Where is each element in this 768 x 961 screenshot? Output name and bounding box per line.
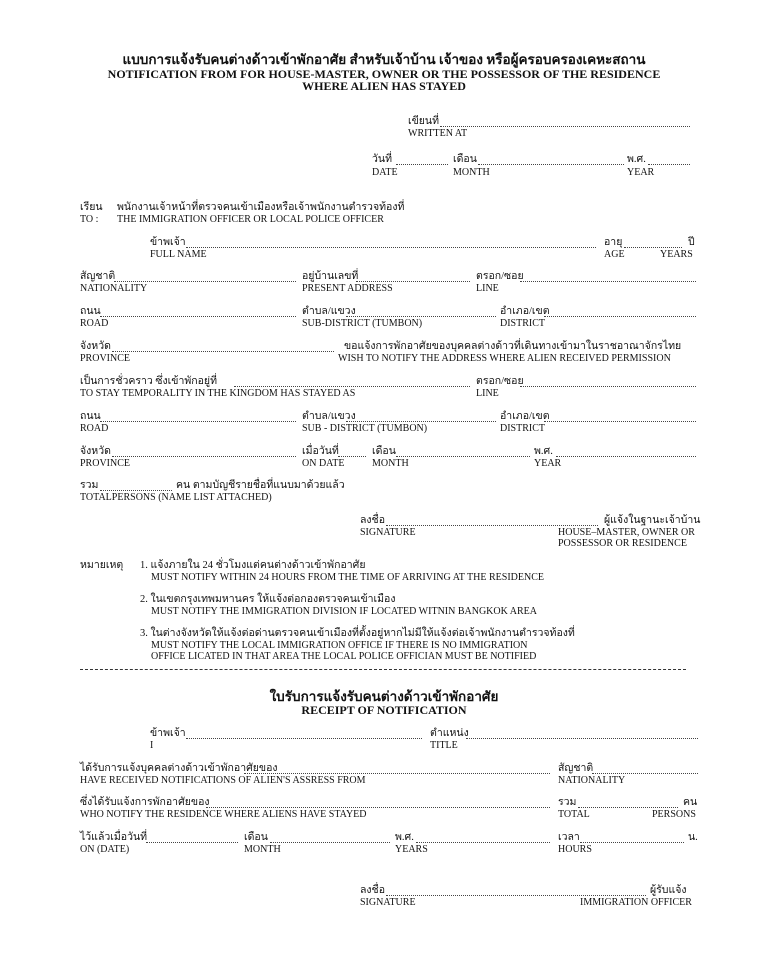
road2-label-th: ถนน	[80, 411, 101, 422]
subdistrict-label-th: ตำบล/แขวง	[302, 306, 356, 317]
receipt-i-label-th: ข้าพเจ้า	[150, 728, 186, 739]
receipt-position-field[interactable]	[466, 738, 698, 739]
on-date-month-field[interactable]	[396, 456, 530, 457]
persons-name-list-th: คน ตามบัญชีรายชื่อที่แนบมาด้วยแล้ว	[176, 480, 345, 491]
date-label-en: DATE	[372, 167, 398, 178]
province2-label-en: PROVINCE	[80, 458, 131, 469]
who-notify-field[interactable]	[206, 807, 550, 808]
present-address-label-en: PRESENT ADDRESS	[302, 283, 393, 294]
receipt-time-label-en: HOURS	[558, 844, 592, 855]
receipt-month-label-th: เดือน	[244, 832, 268, 843]
on-date-month-label-th: เดือน	[372, 446, 396, 457]
province2-label-th: จังหวัด	[80, 446, 111, 457]
stay-label-en: TO STAY TEMPORALITY IN THE KINGDOM HAS STAYED AS	[80, 388, 356, 399]
line-label-th: ตรอก/ซอย	[476, 271, 524, 282]
subdistrict-label-en: SUB-DISTRICT (TUMBON)	[302, 318, 423, 329]
full-name-label-th: ข้าพเจ้า	[150, 237, 186, 248]
on-date-field[interactable]	[338, 456, 366, 457]
month-field[interactable]	[478, 164, 624, 165]
form-title-english: NOTIFICATION FROM FOR HOUSE-MASTER, OWNER OR THE POSSESSOR OF THE RESIDENCE	[107, 67, 661, 81]
receipt-signature-label-en: SIGNATURE	[360, 897, 416, 908]
tear-off-divider	[80, 669, 686, 670]
nationality-label-en: NATIONALITY	[80, 283, 148, 294]
receipt-total-label-th: รวม	[558, 797, 577, 808]
on-date-label-th: เมื่อวันที่	[302, 446, 339, 457]
receipt-time-label-th: เวลา	[558, 832, 580, 843]
date-label-th: วันที่	[372, 154, 392, 165]
receipt-title-thai: ใบรับการแจ้งรับคนต่างด้าวเข้าพักอาศัย	[269, 689, 499, 704]
written-at-field[interactable]	[440, 126, 690, 127]
receipt-year-label-th: พ.ศ.	[395, 832, 414, 843]
stay-line-label-en: LINE	[476, 388, 499, 399]
receipt-nationality-field[interactable]	[592, 773, 698, 774]
present-address-field[interactable]	[356, 281, 470, 282]
receipt-ondate-label-th: ไว้แล้วเมื่อวันที่	[80, 832, 148, 843]
receipt-year-field[interactable]	[416, 842, 550, 843]
signature-label-en: SIGNATURE	[360, 527, 416, 538]
road2-label-en: ROAD	[80, 423, 109, 434]
stay-field[interactable]	[234, 386, 470, 387]
total-persons-label-en: TOTALPERSONS (NAME LIST ATTACHED)	[80, 492, 272, 503]
on-date-year-label-th: พ.ศ.	[534, 446, 553, 457]
province2-field[interactable]	[112, 456, 296, 457]
present-address-label-th: อยู่บ้านเลขที่	[302, 271, 359, 282]
to-text-th: พนักงานเจ้าหน้าที่ตรวจคนเข้าเมืองหรือเจ้าพนักงานตำรวจท้องที่	[117, 202, 405, 213]
years-label-th: ปี	[688, 237, 695, 248]
road-label-en: ROAD	[80, 318, 109, 329]
to-label-en: TO :	[80, 214, 99, 225]
remark-1-en: MUST NOTIFY WITHIN 24 HOURS FROM THE TIME OF ARRIVING AT THE RESIDENCE	[151, 572, 544, 583]
remark-2-th: 2. ในเขตกรุงเทพมหานคร ให้แจ้งต่อกองตรวจคนเข้าเมือง	[140, 594, 396, 605]
district-label-th: อำเภอ/เขต	[500, 306, 550, 317]
province-label-th: จังหวัด	[80, 341, 111, 352]
receipt-nationality-label-th: สัญชาติ	[558, 763, 594, 774]
remark-1-th: 1. แจ้งภายใน 24 ชั่วโมงแต่คนต่างด้าวเข้าพักอาศัย	[140, 560, 366, 571]
on-date-label-en: ON DATE	[302, 458, 345, 469]
received-from-field[interactable]	[244, 773, 550, 774]
receipt-month-label-en: MONTH	[244, 844, 281, 855]
receipt-year-label-en: YEARS	[395, 844, 428, 855]
notifier-label-th: ผู้แจ้งในฐานะเจ้าบ้าน	[604, 515, 701, 526]
age-label-en: AGE	[604, 249, 625, 260]
form-title-english-line2: WHERE ALIEN HAS STAYED	[302, 79, 466, 93]
date-field[interactable]	[396, 164, 448, 165]
full-name-field[interactable]	[186, 247, 596, 248]
stay-label-th: เป็นการชั่วคราว ซึ่งเข้าพักอยู่ที่	[80, 376, 218, 387]
notifier-label-en-line2: POSSESSOR OR RESIDENCE	[558, 538, 687, 549]
year-label-th: พ.ศ.	[627, 154, 646, 165]
wish-notify-text-en: WISH TO NOTIFY THE ADDRESS WHERE ALIEN RECEIVED PERMISSION	[338, 353, 671, 364]
road2-field[interactable]	[100, 421, 296, 422]
subdistrict2-label-th: ตำบล/แขวง	[302, 411, 356, 422]
nationality-label-th: สัญชาติ	[80, 271, 116, 282]
on-date-month-label-en: MONTH	[372, 458, 409, 469]
remark-3-en-line2: OFFICE LICATED IN THAT AREA THE LOCAL POLICE OFFICIAN MUST BE NOTIFIED	[151, 651, 537, 662]
receipt-total-field[interactable]	[578, 807, 678, 808]
receipt-persons-label-en: PERSONS	[652, 809, 696, 820]
remark-3-th: 3. ในต่างจังหวัดให้แจ้งต่อด่านตรวจคนเข้าเมืองที่ตั้งอยู่หากไม่มีให้แจ้งต่อเจ้าพนักงานตำรวจท้องที่	[140, 628, 575, 639]
who-notify-label-en: WHO NOTIFY THE RESIDENCE WHERE ALIENS HAVE STAYED	[80, 809, 367, 820]
signature-field[interactable]	[386, 525, 598, 526]
stay-line-field[interactable]	[520, 386, 696, 387]
total-persons-field[interactable]	[100, 490, 172, 491]
to-label-th: เรียน	[80, 202, 103, 213]
district2-label-en: DISTRICT	[500, 423, 545, 434]
receipt-ondate-field[interactable]	[146, 842, 238, 843]
road-label-th: ถนน	[80, 306, 101, 317]
subdistrict2-field[interactable]	[346, 421, 496, 422]
written-at-label-th: เขียนที่	[408, 116, 440, 127]
line-field[interactable]	[520, 281, 696, 282]
notifier-label-en: HOUSE–MASTER, OWNER OR	[558, 527, 695, 538]
receiver-label-en: IMMIGRATION OFFICER	[580, 897, 692, 908]
on-date-year-field[interactable]	[556, 456, 696, 457]
subdistrict2-label-en: SUB - DISTRICT (TUMBON)	[302, 423, 428, 434]
receipt-signature-field[interactable]	[386, 895, 646, 896]
nationality-field[interactable]	[114, 281, 296, 282]
receipt-name-field[interactable]	[186, 738, 422, 739]
receipt-title-label-th: ตำแหน่ง	[430, 728, 469, 739]
remarks-label-th: หมายเหตุ	[80, 560, 124, 571]
receipt-title-label-en: TITLE	[430, 740, 458, 751]
remark-3-en: MUST NOTIFY THE LOCAL IMMIGRATION OFFICE IF THERE IS NO IMMIGRATION	[151, 640, 528, 651]
province-label-en: PROVINCE	[80, 353, 131, 364]
total-label-th: รวม	[80, 480, 99, 491]
receipt-persons-label-th: คน	[683, 797, 698, 808]
year-field[interactable]	[648, 164, 690, 165]
district2-field[interactable]	[544, 421, 696, 422]
year-label-en: YEAR	[627, 167, 655, 178]
province-field[interactable]	[112, 351, 334, 352]
who-notify-label-th: ซึ่งได้รับแจ้งการพักอาศัยของ	[80, 797, 210, 808]
month-label-th: เดือน	[453, 154, 477, 165]
wish-notify-text-th: ขอแจ้งการพักอาศัยของบุคคลต่างด้าวที่เดินทางเข้ามาในราชอาณาจักรไทย	[344, 341, 682, 352]
stay-line-label-th: ตรอก/ซอย	[476, 376, 524, 387]
years-label-en: YEARS	[660, 249, 693, 260]
age-field[interactable]	[624, 247, 682, 248]
receipt-ondate-label-en: ON (DATE)	[80, 844, 130, 855]
receipt-total-label-en: TOTAL	[558, 809, 590, 820]
full-name-label-en: FULL NAME	[150, 249, 207, 260]
receiver-label-th: ผู้รับแจ้ง	[650, 885, 687, 896]
subdistrict-field[interactable]	[346, 316, 496, 317]
month-label-en: MONTH	[453, 167, 490, 178]
district-label-en: DISTRICT	[500, 318, 545, 329]
form-title-thai: แบบการแจ้งรับคนต่างด้าวเข้าพักอาศัย สำหรับเจ้าบ้าน เจ้าของ หรือผู้ครอบครองเคหะสถาน	[122, 52, 646, 67]
to-text-en: THE IMMIGRATION OFFICER OR LOCAL POLICE OFFICER	[117, 214, 384, 225]
on-date-year-label-en: YEAR	[534, 458, 562, 469]
line-label-en: LINE	[476, 283, 499, 294]
receipt-i-label-en: I	[150, 740, 154, 751]
receipt-signature-label-th: ลงชื่อ	[360, 885, 385, 896]
receipt-title-english: RECEIPT OF NOTIFICATION	[301, 703, 467, 717]
district-field[interactable]	[544, 316, 696, 317]
signature-label-th: ลงชื่อ	[360, 515, 385, 526]
receipt-time-field[interactable]	[580, 842, 684, 843]
receipt-hour-abbr: น.	[688, 832, 698, 843]
written-at-label-en: WRITTEN AT	[408, 128, 468, 139]
age-label-th: อายุ	[604, 237, 623, 248]
district2-label-th: อำเภอ/เขต	[500, 411, 550, 422]
remark-2-en: MUST NOTIFY THE IMMIGRATION DIVISION IF LOCATED WITNIN BANGKOK AREA	[151, 606, 538, 617]
received-from-label-th: ได้รับการแจ้งบุคคลต่างด้าวเข้าพักอาศัยของ	[80, 763, 278, 774]
received-from-label-en: HAVE RECEIVED NOTIFICATIONS OF ALIEN'S ASSRESS FROM	[80, 775, 366, 786]
receipt-month-field[interactable]	[270, 842, 390, 843]
road-field[interactable]	[100, 316, 296, 317]
receipt-nationality-label-en: NATIONALITY	[558, 775, 626, 786]
